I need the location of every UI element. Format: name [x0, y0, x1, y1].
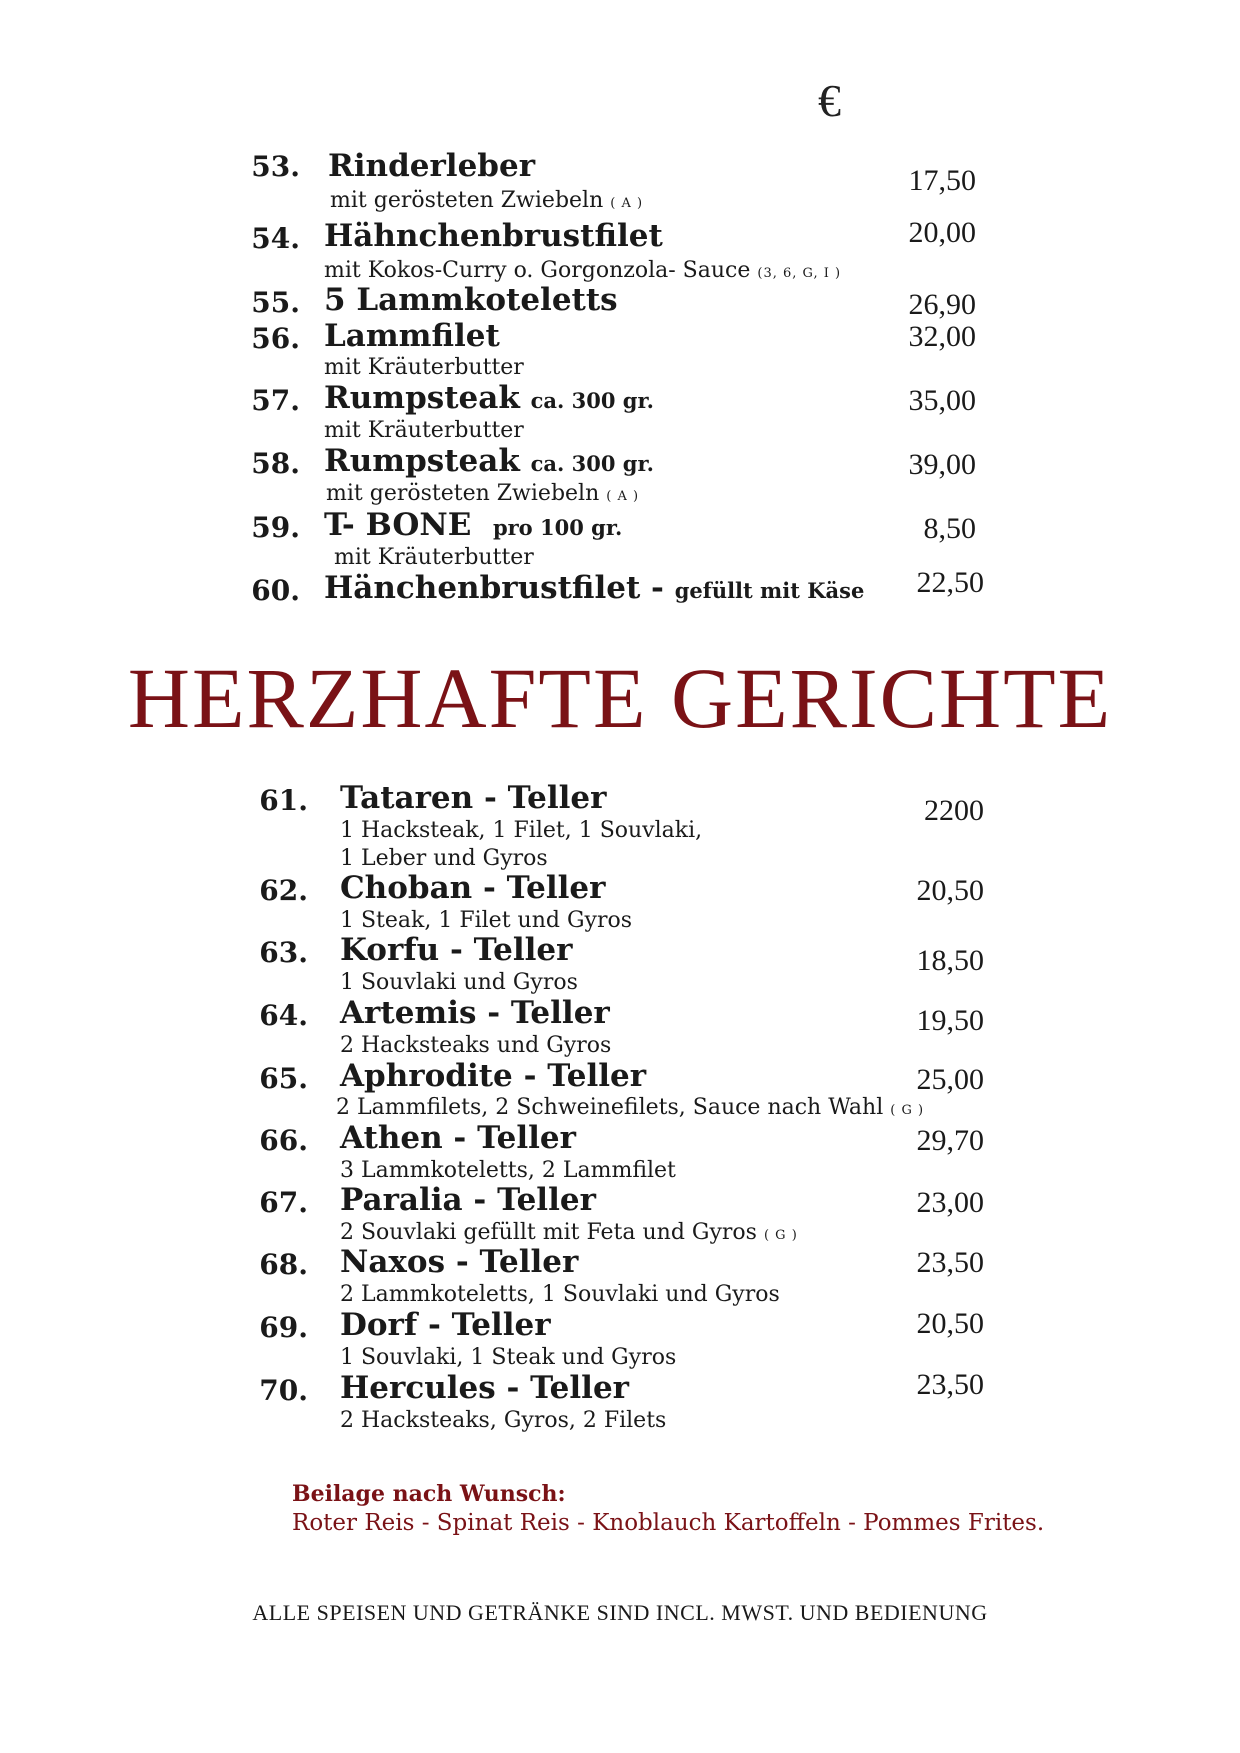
- menu-item-price: 8,50: [923, 512, 976, 545]
- menu-item-description: 2 Lammfilets, 2 Schweinefilets, Sauce nach Wahl ( G ): [336, 1095, 925, 1120]
- menu-item-number: 54.: [251, 222, 300, 255]
- menu-item-price: 2200: [924, 794, 984, 827]
- menu-item-number: 55.: [251, 286, 300, 319]
- menu-item-name: Tataren - Teller: [340, 780, 607, 816]
- menu-item-price: 26,90: [908, 288, 976, 321]
- menu-item-name: Rinderleber: [328, 148, 536, 184]
- menu-item-description: mit Kokos-Curry o. Gorgonzola- Sauce (3, 6, G, I ): [324, 258, 842, 283]
- menu-item-description: mit Kräuterbutter: [324, 418, 524, 443]
- menu-item-description: 2 Lammkoteletts, 1 Souvlaki und Gyros: [340, 1282, 780, 1307]
- menu-item-price: 22,50: [916, 566, 984, 599]
- menu-item-price: 20,50: [916, 874, 984, 907]
- allergen-code: ( A ): [610, 196, 644, 211]
- menu-item-name: Korfu - Teller: [340, 932, 573, 968]
- menu-item-name: Naxos - Teller: [340, 1244, 579, 1280]
- menu-item-description: 1 Leber und Gyros: [340, 846, 548, 871]
- menu-item-price: 19,50: [916, 1004, 984, 1037]
- menu-item-number: 56.: [251, 322, 300, 355]
- menu-item-description: 2 Hacksteaks und Gyros: [340, 1033, 612, 1058]
- menu-item-name: Athen - Teller: [340, 1120, 576, 1156]
- menu-item-name: Dorf - Teller: [340, 1307, 551, 1343]
- menu-item-number: 61.: [259, 784, 308, 817]
- menu-item-price: 25,00: [916, 1063, 984, 1096]
- menu-item-name: 5 Lammkoteletts: [324, 282, 618, 318]
- menu-item-number: 59.: [251, 511, 300, 544]
- menu-item-name: Rumpsteak ca. 300 gr.: [324, 380, 654, 416]
- menu-item-name: Artemis - Teller: [340, 995, 610, 1031]
- menu-item-number: 69.: [259, 1311, 308, 1344]
- menu-item-description: 1 Souvlaki und Gyros: [340, 970, 578, 995]
- menu-item-number: 63.: [259, 936, 308, 969]
- menu-item-price: 32,00: [908, 320, 976, 353]
- side-dishes-list: Roter Reis - Spinat Reis - Knoblauch Kartoffeln - Pommes Frites.: [292, 1510, 1045, 1536]
- menu-item-description: mit gerösteten Zwiebeln ( A ): [330, 188, 644, 213]
- menu-item-name: Hänchenbrustfilet - gefüllt mit Käse: [324, 570, 865, 606]
- menu-item-name: Hercules - Teller: [340, 1370, 630, 1406]
- menu-item-price: 20,00: [908, 216, 976, 249]
- menu-item-number: 70.: [259, 1374, 308, 1407]
- footer-note: ALLE SPEISEN UND GETRÄNKE SIND INCL. MWST. UND BEDIENUNG: [252, 1600, 988, 1625]
- menu-item-number: 60.: [251, 574, 300, 607]
- menu-item-number: 67.: [259, 1186, 308, 1219]
- menu-item-number: 64.: [259, 999, 308, 1032]
- menu-item-number: 58.: [251, 447, 300, 480]
- menu-item-number: 62.: [259, 874, 308, 907]
- side-dishes-title: Beilage nach Wunsch:: [292, 1481, 566, 1507]
- menu-item-name: Hähnchenbrustfilet: [324, 218, 663, 254]
- menu-item-description: 1 Hacksteak, 1 Filet, 1 Souvlaki,: [340, 818, 703, 843]
- allergen-code: ( G ): [890, 1103, 925, 1118]
- menu-item-description: mit Kräuterbutter: [334, 545, 534, 570]
- section-heading: HERZHAFTE GERICHTE: [127, 650, 1113, 746]
- menu-item-price: 23,50: [916, 1246, 984, 1279]
- menu-item-price: 18,50: [916, 944, 984, 977]
- menu-item-description: 3 Lammkoteletts, 2 Lammfilet: [340, 1158, 676, 1183]
- menu-item-description: mit gerösteten Zwiebeln ( A ): [326, 481, 640, 506]
- menu-item-description: mit Kräuterbutter: [324, 355, 524, 380]
- menu-item-description: 2 Hacksteaks, Gyros, 2 Filets: [340, 1408, 667, 1433]
- menu-item-price: 20,50: [916, 1307, 984, 1340]
- allergen-code: ( A ): [606, 489, 640, 504]
- menu-item-number: 65.: [259, 1062, 308, 1095]
- menu-item-name: Aphrodite - Teller: [340, 1058, 647, 1094]
- menu-item-description: 1 Steak, 1 Filet und Gyros: [340, 908, 633, 933]
- menu-item-price: 17,50: [908, 164, 976, 197]
- menu-item-number: 66.: [259, 1124, 308, 1157]
- menu-item-price: 23,50: [916, 1368, 984, 1401]
- allergen-code: ( G ): [763, 1228, 798, 1243]
- menu-item-name: T- BONE pro 100 gr.: [324, 507, 623, 543]
- menu-item-number: 53.: [251, 150, 300, 183]
- menu-item-name: Lammfilet: [324, 318, 500, 354]
- menu-item-description: 1 Souvlaki, 1 Steak und Gyros: [340, 1345, 677, 1370]
- menu-item-name: Choban - Teller: [340, 870, 606, 906]
- menu-item-name: Rumpsteak ca. 300 gr.: [324, 443, 654, 479]
- currency-symbol: €: [818, 75, 841, 126]
- menu-item-number: 57.: [251, 384, 300, 417]
- menu-item-price: 23,00: [916, 1186, 984, 1219]
- allergen-code: (3, 6, G, I ): [757, 266, 842, 281]
- menu-item-price: 29,70: [916, 1124, 984, 1157]
- menu-item-description: 2 Souvlaki gefüllt mit Feta und Gyros ( G ): [340, 1220, 798, 1245]
- menu-item-number: 68.: [259, 1248, 308, 1281]
- menu-item-name: Paralia - Teller: [340, 1182, 596, 1218]
- menu-item-price: 39,00: [908, 448, 976, 481]
- menu-item-price: 35,00: [908, 384, 976, 417]
